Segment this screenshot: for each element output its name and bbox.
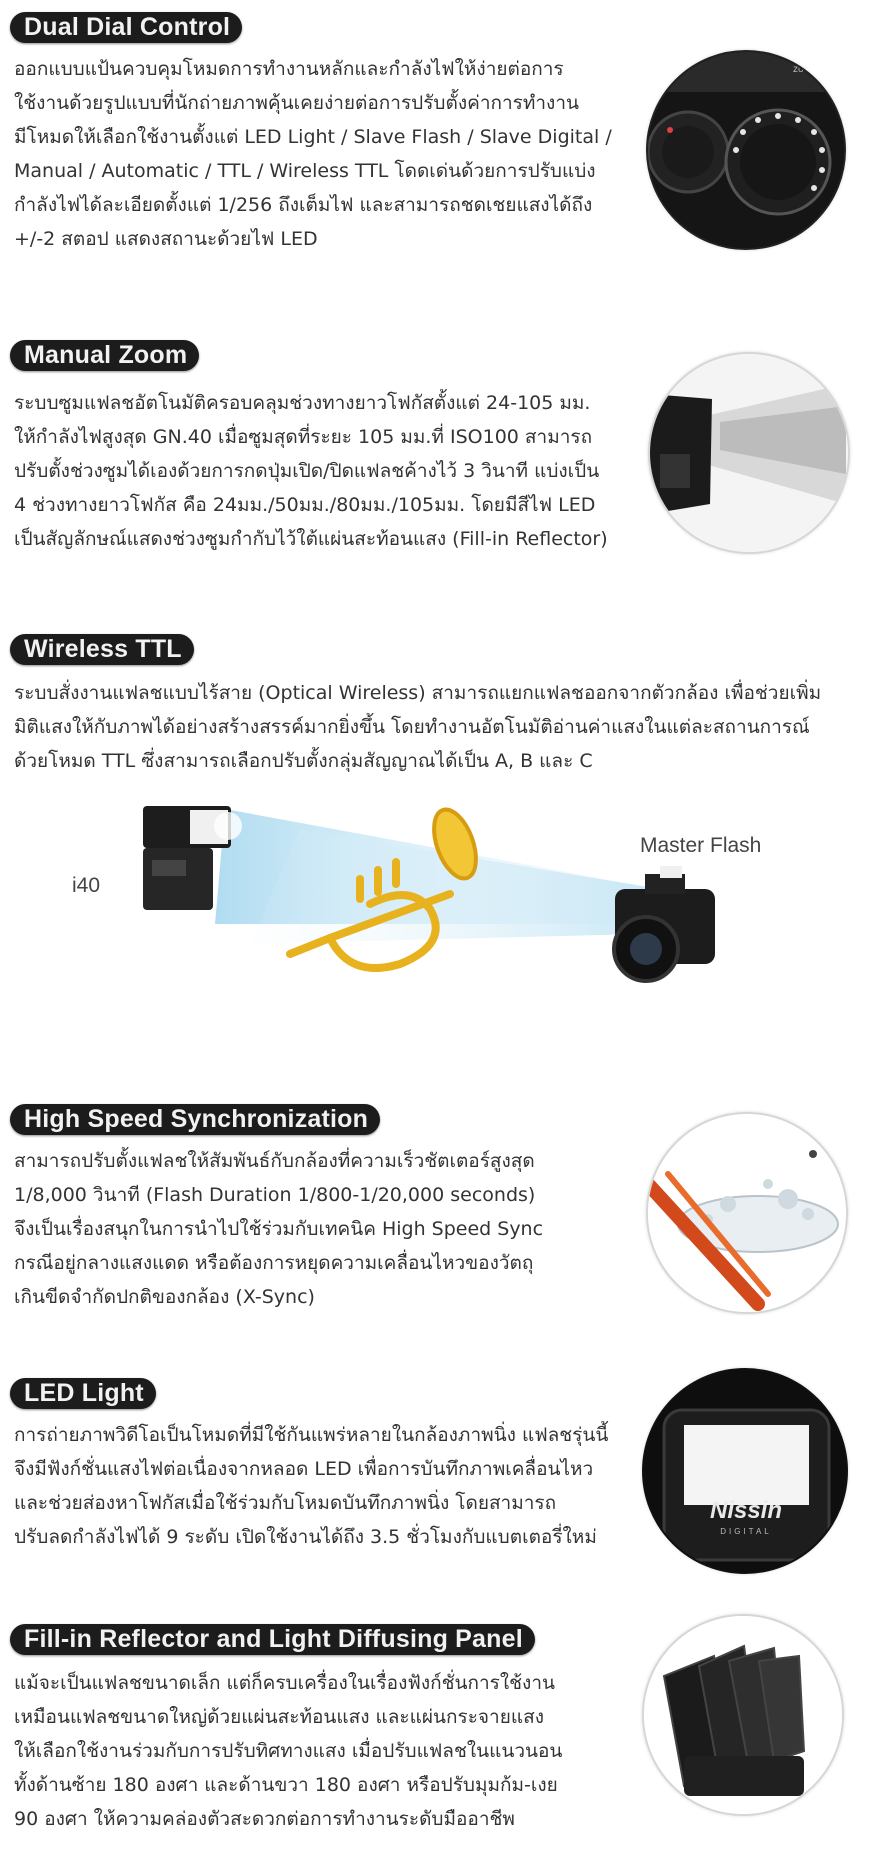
section-title: LED Light (10, 1378, 156, 1409)
body-line: 90 องศา ให้ความคล่องตัวสะดวกต่อการทำงานระดับมืออาชีพ (14, 1808, 515, 1830)
body-line: และช่วยส่องหาโฟกัสเมื่อใช้ร่วมกับโหมดบันทึกภาพนิ่ง โดยสามารถ (14, 1492, 557, 1514)
body-line: การถ่ายภาพวิดีโอเป็นโหมดที่มีใช้กันแพร่หลายในกล้องภาพนิ่ง แฟลชรุ่นนี้ (14, 1424, 609, 1446)
section-fill-in (0, 1624, 869, 1864)
body-line: เหมือนแฟลชขนาดใหญ่ด้วยแผ่นสะท้อนแสง และแผ่นกระจายแสง (14, 1706, 544, 1728)
reflector-photo (642, 1614, 844, 1816)
section-title: High Speed Synchronization (10, 1104, 380, 1135)
body-line: ใช้งานด้วยรูปแบบที่นักถ่ายภาพคุ้นเคยง่ายต่อการปรับตั้งค่าการทำงาน (14, 92, 579, 114)
body-line: 1/8,000 วินาที (Flash Duration 1/800-1/20,000 seconds) (14, 1184, 536, 1206)
body-line: ปรับตั้งช่วงซูมได้เองด้วยการกดปุ่มเปิด/ปิดแฟลชค้างไว้ 3 วินาที แบ่งเป็น (14, 460, 600, 482)
body-line: ให้เลือกใช้งานร่วมกับการปรับทิศทางแสง เมื่อปรับแฟลชในแนวนอน (14, 1740, 563, 1762)
master-camera-icon (614, 866, 715, 981)
brand-sub-logo: DIGITAL (720, 1527, 772, 1536)
body-line: สามารถปรับตั้งแฟลชให้สัมพันธ์กับกล้องที่ความเร็วชัตเตอร์สูงสุด (14, 1150, 535, 1172)
section-body (14, 1666, 562, 1836)
body-line: ออกแบบแป้นควบคุมโหมดการทำงานหลักและกำลังไฟให้ง่ายต่อการ (14, 58, 564, 80)
body-line: แม้จะเป็นแฟลชขนาดเล็ก แต่ก็ครบเครื่องในเรื่องฟังก์ชั่นการใช้งาน (14, 1672, 555, 1694)
body-line: มีโหมดให้เลือกใช้งานตั้งแต่ LED Light / Slave Flash / Slave Digital / (14, 126, 612, 148)
zoom-head-photo (648, 352, 850, 554)
section-body (14, 1144, 543, 1314)
body-line: เป็นสัญลักษณ์แสดงช่วงซูมกำกับไว้ใต้แผ่นสะท้อนแสง (Fill-in Reflector) (14, 528, 608, 550)
section-title: Manual Zoom (10, 340, 199, 371)
body-line: จึงมีฟังก์ชั่นแสงไฟต่อเนื่องจากหลอด LED เพื่อการบันทึกภาพเคลื่อนไหว (14, 1458, 594, 1480)
body-line: เกินขีดจำกัดปกติของกล้อง (X-Sync) (14, 1286, 315, 1308)
dial-zoom-label: zoom (793, 64, 818, 75)
body-line: มิติแสงให้กับภาพได้อย่างสร้างสรรค์มากยิ่งขึ้น โดยทำงานอัตโนมัติอ่านค่าแสงในแต่ละสถานการณ์ (14, 716, 810, 738)
body-line: 4 ช่วงทางยาวโฟกัส คือ 24มม./50มม./80มม./105มม. โดยมีสีไฟ LED (14, 494, 596, 516)
body-line: ด้วยโหมด TTL ซึ่งสามารถเลือกปรับตั้งกลุ่มสัญญาณได้เป็น A, B และ C (14, 750, 593, 772)
body-line: กรณีอยู่กลางแสงแดด หรือต้องการหยุดความเคลื่อนไหวของวัตถุ (14, 1252, 534, 1274)
wireless-illustration (0, 804, 869, 1064)
body-line: +/-2 สตอป แสดงสถานะด้วยไฟ LED (14, 228, 318, 250)
body-line: ระบบสั่งงานแฟลชแบบไร้สาย (Optical Wireless) สามารถแยกแฟลชออกจากตัวกล้อง เพื่อช่วยเพิ่ม (14, 682, 822, 704)
body-line: ทั้งด้านซ้าย 180 องศา และด้านขวา 180 องศา หรือปรับมุมก้ม-เงย (14, 1774, 558, 1796)
body-line: กำลังไฟได้ละเอียดตั้งแต่ 1/256 ถึงเต็มไฟ และสามารถชดเชยแสงได้ถึง (14, 194, 593, 216)
section-led-light (0, 1378, 869, 1578)
splash-photo (646, 1112, 848, 1314)
body-line: จึงเป็นเรื่องสนุกในการนำไปใช้ร่วมกับเทคนิค High Speed Sync (14, 1218, 544, 1240)
body-line: ให้กำลังไฟสูงสุด GN.40 เมื่อซูมสุดที่ระยะ 105 มม.ที่ ISO100 สามารถ (14, 426, 593, 448)
section-dual-dial (0, 0, 869, 250)
section-title: Fill-in Reflector and Light Diffusing Panel (10, 1624, 535, 1655)
section-hss (0, 1104, 869, 1334)
section-title: Dual Dial Control (10, 12, 242, 43)
brand-logo: Nissin (709, 1497, 783, 1524)
section-body (14, 386, 608, 556)
master-flash-label: Master Flash (640, 834, 762, 857)
led-flash-photo (642, 1368, 848, 1574)
section-manual-zoom (0, 340, 869, 570)
section-body (14, 1418, 608, 1554)
dial-photo (646, 50, 846, 250)
section-body (14, 676, 821, 778)
slave-flash-label: i40 (72, 874, 101, 897)
body-line: ปรับลดกำลังไฟได้ 9 ระดับ เปิดใช้งานได้ถึง 3.5 ชั่วโมงกับแบตเตอรี่ใหม่ (14, 1526, 597, 1548)
section-wireless-ttl (0, 634, 869, 1064)
section-title: Wireless TTL (10, 634, 194, 665)
body-line: ระบบซูมแฟลชอัตโนมัติครอบคลุมช่วงทางยาวโฟกัสตั้งแต่ 24-105 มม. (14, 392, 591, 414)
body-line: Manual / Automatic / TTL / Wireless TTL โดดเด่นด้วยการปรับแบ่ง (14, 160, 596, 182)
section-body (14, 52, 612, 256)
